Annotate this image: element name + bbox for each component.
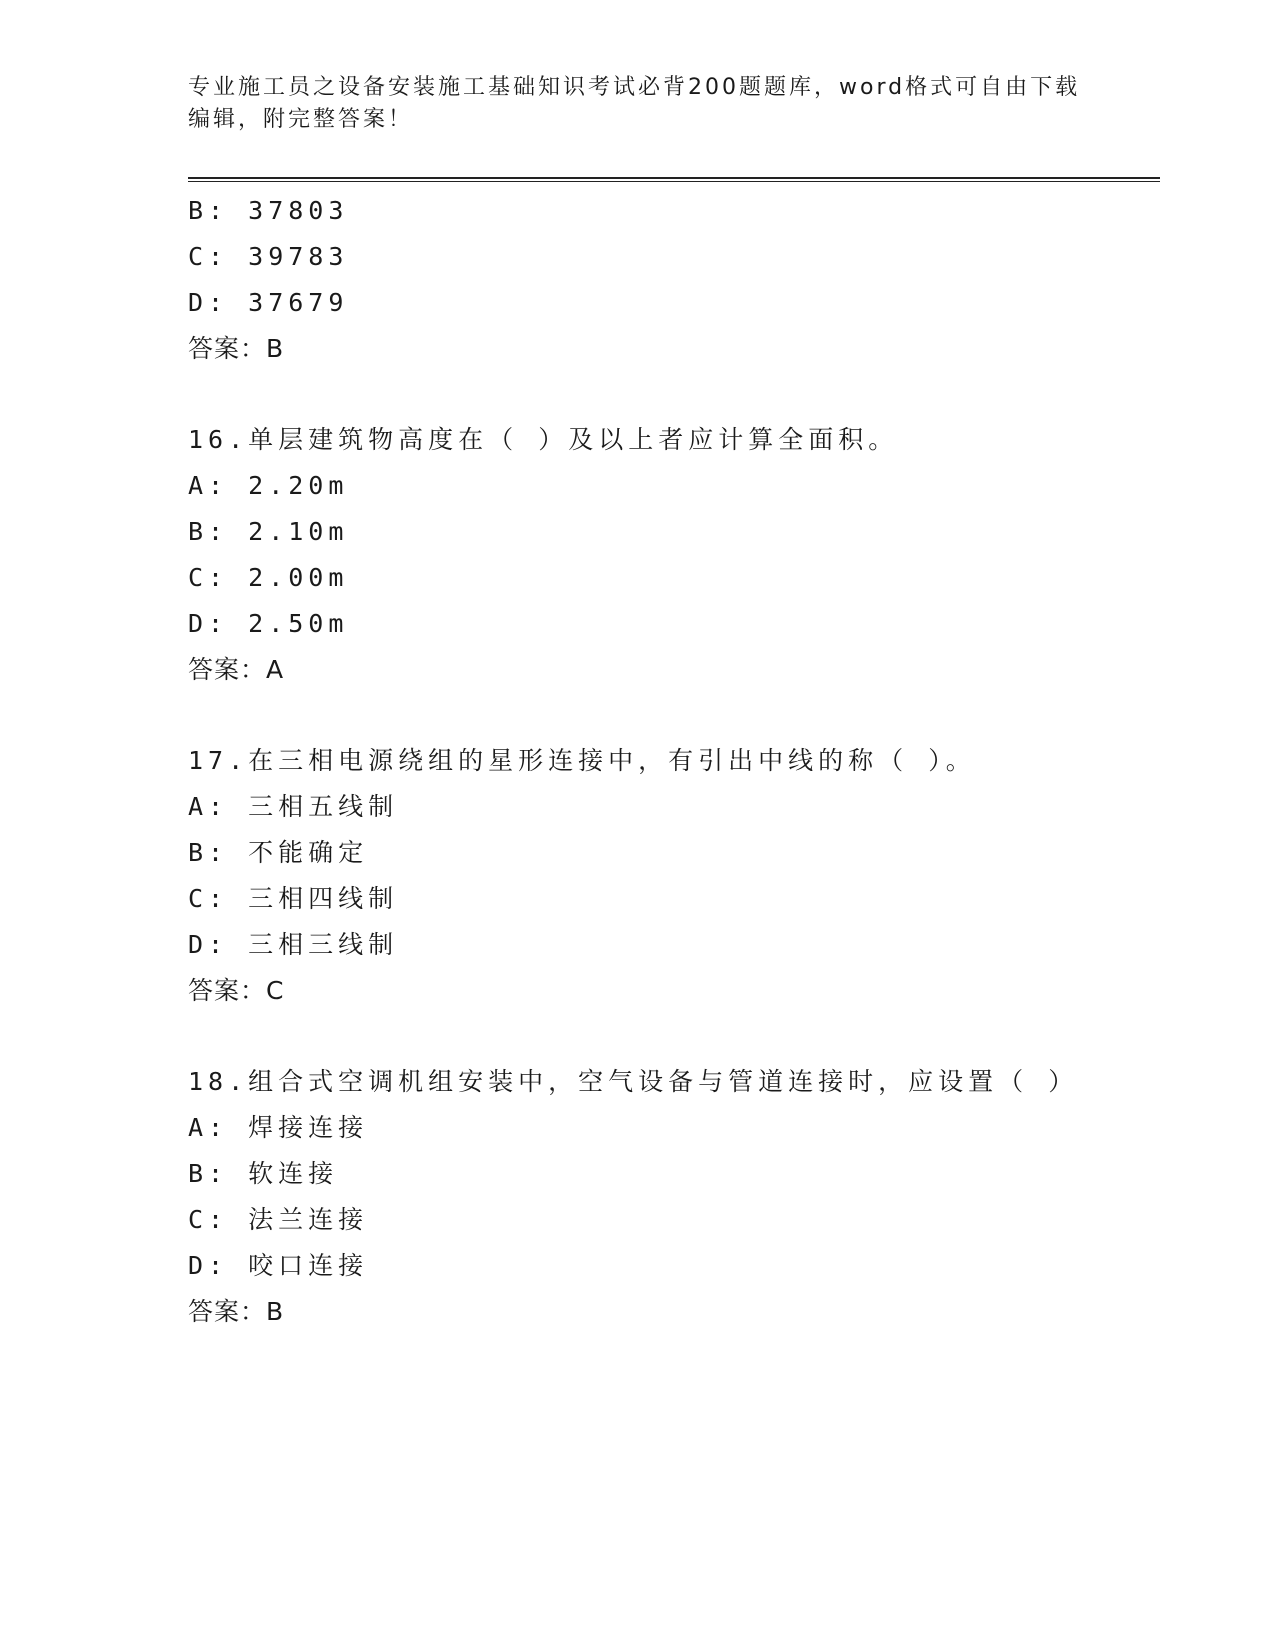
answer-line: 答案：B [188,334,285,363]
question-stem: 16.单层建筑物高度在（ ）及以上者应计算全面积。 [188,425,899,454]
option-b: B: 37803 [188,196,349,225]
option-d: D: 三相三线制 [188,930,399,959]
option-b: B: 2.10m [188,517,349,546]
option-a: A: 三相五线制 [188,792,399,821]
answer-line: 答案：B [188,1297,285,1326]
question-stem: 18.组合式空调机组安装中，空气设备与管道连接时，应设置（ ） [188,1067,1079,1096]
question-block-15 [188,188,1160,372]
divider-thick-line [188,177,1160,179]
option-a: A: 2.20m [188,471,349,500]
header-title-line-1: 专业施工员之设备安装施工基础知识考试必背200题题库，word格式可自由下载 [188,75,1081,100]
question-list [188,188,1160,1335]
option-c: C: 39783 [188,242,349,271]
option-d: D: 2.50m [188,609,349,638]
option-c: C: 2.00m [188,563,349,592]
question-block-16 [188,417,1160,693]
answer-line: 答案：C [188,976,285,1005]
header-title-line-2: 编辑，附完整答案！ [188,107,414,132]
option-b: B: 软连接 [188,1159,339,1188]
question-block-17 [188,738,1160,1014]
header-divider [188,177,1160,182]
document-header [188,72,1088,136]
option-c: C: 三相四线制 [188,884,399,913]
option-c: C: 法兰连接 [188,1205,369,1234]
divider-thin-line [188,181,1160,182]
option-d: D: 37679 [188,288,349,317]
question-block-18 [188,1059,1160,1335]
question-stem: 17.在三相电源绕组的星形连接中，有引出中线的称（ ）。 [188,746,976,775]
option-a: A: 焊接连接 [188,1113,369,1142]
option-b: B: 不能确定 [188,838,369,867]
answer-line: 答案：A [188,655,285,684]
option-d: D: 咬口连接 [188,1251,369,1280]
